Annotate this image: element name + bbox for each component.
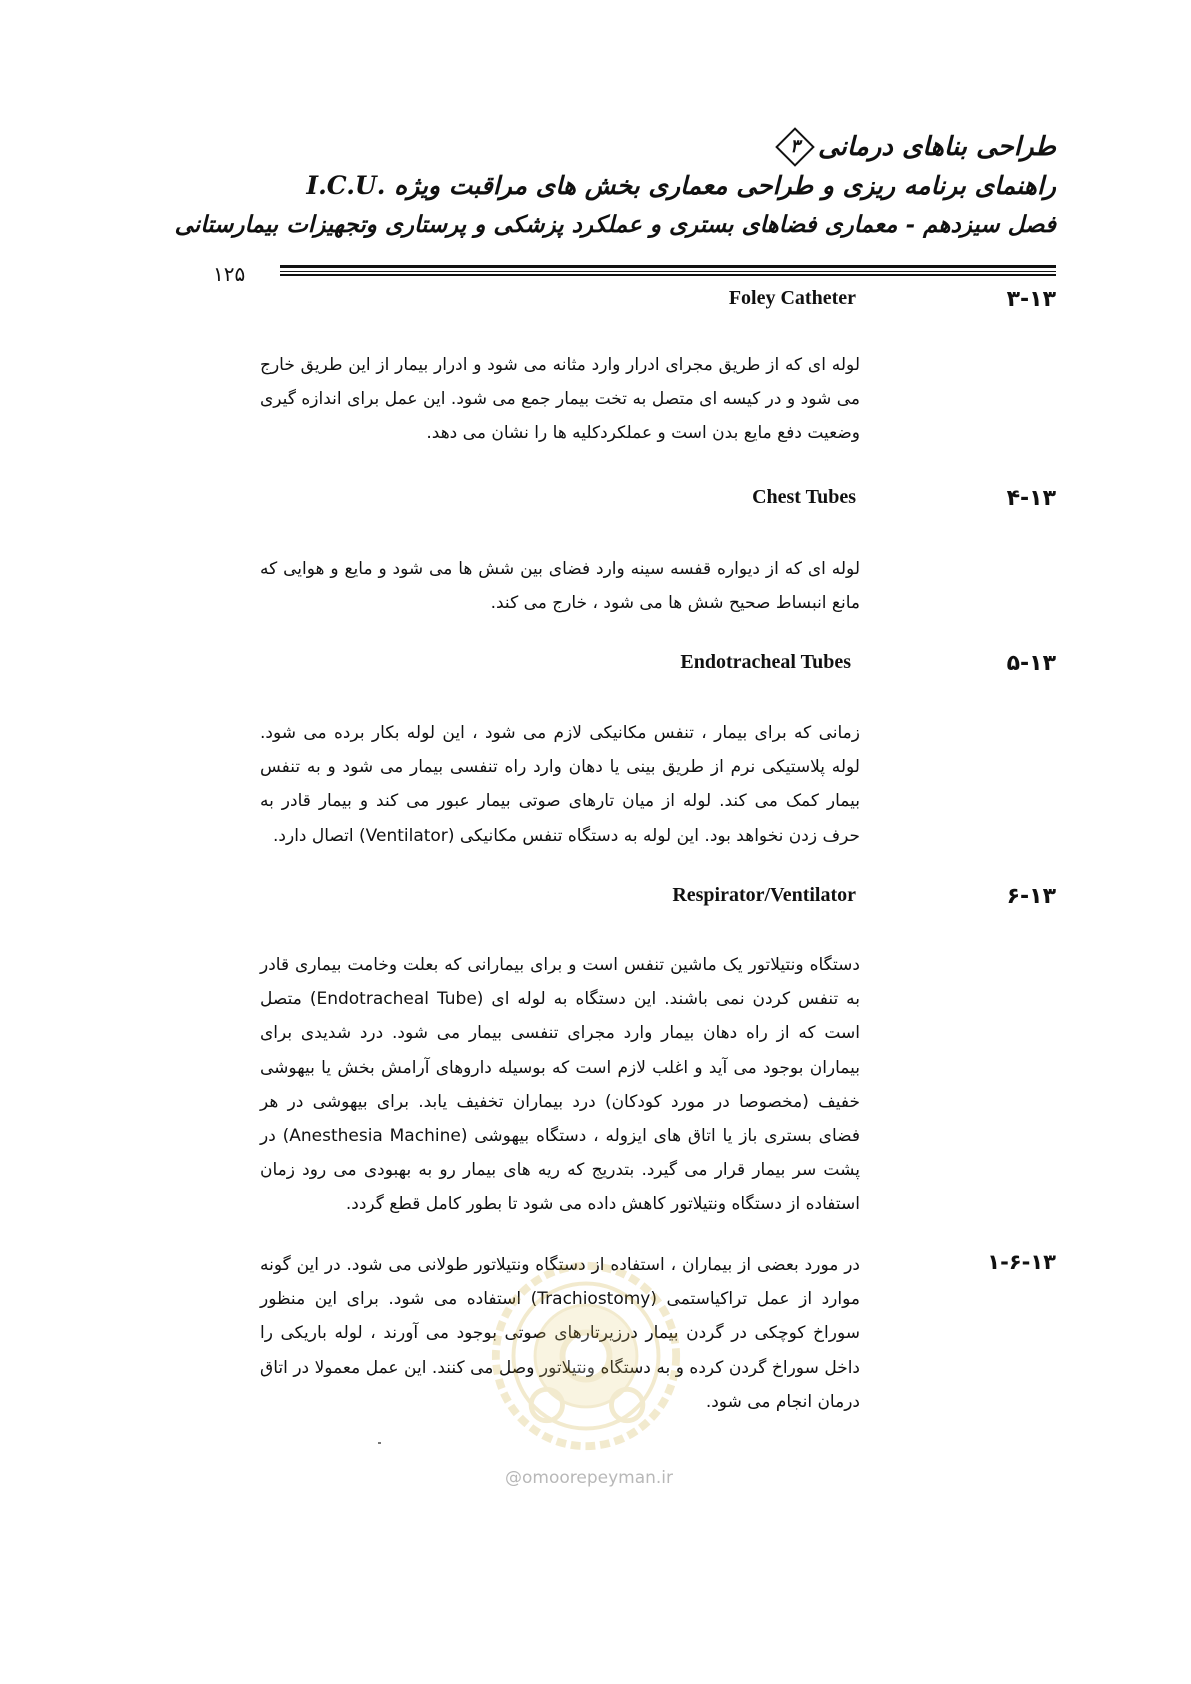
section-paragraph: لوله ای که از دیواره قفسه سینه وارد فضای بین شش ها می شود و مایع و هوایی که مانع انبساط صحیح شش ها می شود ، خارج می کند.: [260, 559, 860, 614]
section-heading: [156, 651, 1056, 681]
section-number: ۶-۱۳: [1006, 884, 1056, 909]
section-paragraph: دستگاه ونتیلاتور یک ماشین تنفس است و برای بیمارانی که بعلت وخامت بیماری قادر به تنفس کردن نمی باشند. این دستگاه به لوله ای (Endotracheal Tube) متصل است که از راه دهان بیمار وارد مجرای تنفسی بیمار می شود. درد شدیدی برای بیماران بوجود می آید و اغلب لازم است که بوسیله داروهای آرامش بخش یا بیهوشی خفیف (مخصوصا در مورد کودکان) درد بیماران تخفیف یابد. برای بیهوشی در هر فضای بستری باز یا اتاق های ایزوله ، دستگاه بیهوشی (Anesthesia Machine) در پشت سر بیمار قرار می گیرد. بتدریج که ریه های بیمار رو به بهبودی می رود زمان استفاده از دستگاه ونتیلاتور کاهش داده می شود تا بطور کامل قطع گردد.: [260, 955, 861, 1215]
section-number: ۵-۱۳: [1006, 651, 1056, 676]
section-title: Foley Catheter: [728, 287, 856, 309]
volume-number: ۳: [790, 136, 800, 157]
subsection-number: ۱-۶-۱۳: [987, 1250, 1056, 1274]
volume-badge: [776, 128, 814, 166]
section-heading: [156, 884, 1056, 914]
section-number: ۴-۱۳: [1006, 486, 1056, 511]
watermark-text: @omoorepeyman.ir: [505, 1468, 674, 1488]
running-header: [175, 128, 1056, 244]
header-rule: [280, 265, 1056, 277]
section-paragraph: زمانی که برای بیمار ، تنفس مکانیکی لازم می شود ، این لوله بکار برده می شود. لوله پلاستیکی نرم از طریق بینی یا دهان وارد راه تنفسی بیمار می شود و به تنفس بیمار کمک می کند. لوله از میان تارهای صوتی بیمار عبور می کند و بیمار قادر به حرف زدن نخواهد بود. این لوله به دستگاه تنفس مکانیکی (Ventilator) اتصال دارد.: [260, 723, 860, 846]
section-title: Chest Tubes: [752, 486, 856, 508]
section-paragraph: لوله ای که از طریق مجرای ادرار وارد مثانه می شود و ادرار بیمار از این طریق خارج می شود و در کیسه ای متصل به تخت بیمار جمع می شود. این عمل برای اندازه گیری وضعیت دفع مایع بدن است و عملکردکلیه ها را نشان می دهد.: [260, 355, 860, 444]
section-title: Endotracheal Tubes: [680, 651, 851, 673]
book-title-line: [175, 128, 1056, 166]
section-heading: [156, 287, 1056, 317]
book-title: طراحی بناهای درمانی: [818, 132, 1056, 162]
section-title: Respirator/Ventilator: [672, 884, 856, 906]
page-number: ۱۲۵: [213, 262, 246, 286]
subsection-paragraph: در مورد بعضی از بیماران ، استفاده از دستگاه ونتیلاتور طولانی می شود. در این گونه موارد از عمل تراکیاستمی (Trachiostomy) استفاده می شود. برای این منظور سوراخ کوچکی در گردن بیمار درزیرتارهای صوتی بوجود می آورند ، لوله باریکی را داخل سوراخ گردن کرده و به دستگاه ونتیلاتور وصل می کنند. این عمل معمولا در اتاق درمان انجام می شود.: [260, 1255, 860, 1412]
section-number: ۳-۱۳: [1006, 287, 1056, 312]
subtitle: راهنمای برنامه ریزی و طراحی معماری بخش های مراقبت ویژه .I.C.U: [306, 171, 1056, 200]
scan-speck: [378, 1442, 381, 1444]
chapter-title: فصل سیزدهم - معماری فضاهای بستری و عملکرد پزشکی و پرستاری وتجهیزات بیمارستانی: [174, 211, 1056, 238]
section-heading: [156, 486, 1056, 516]
